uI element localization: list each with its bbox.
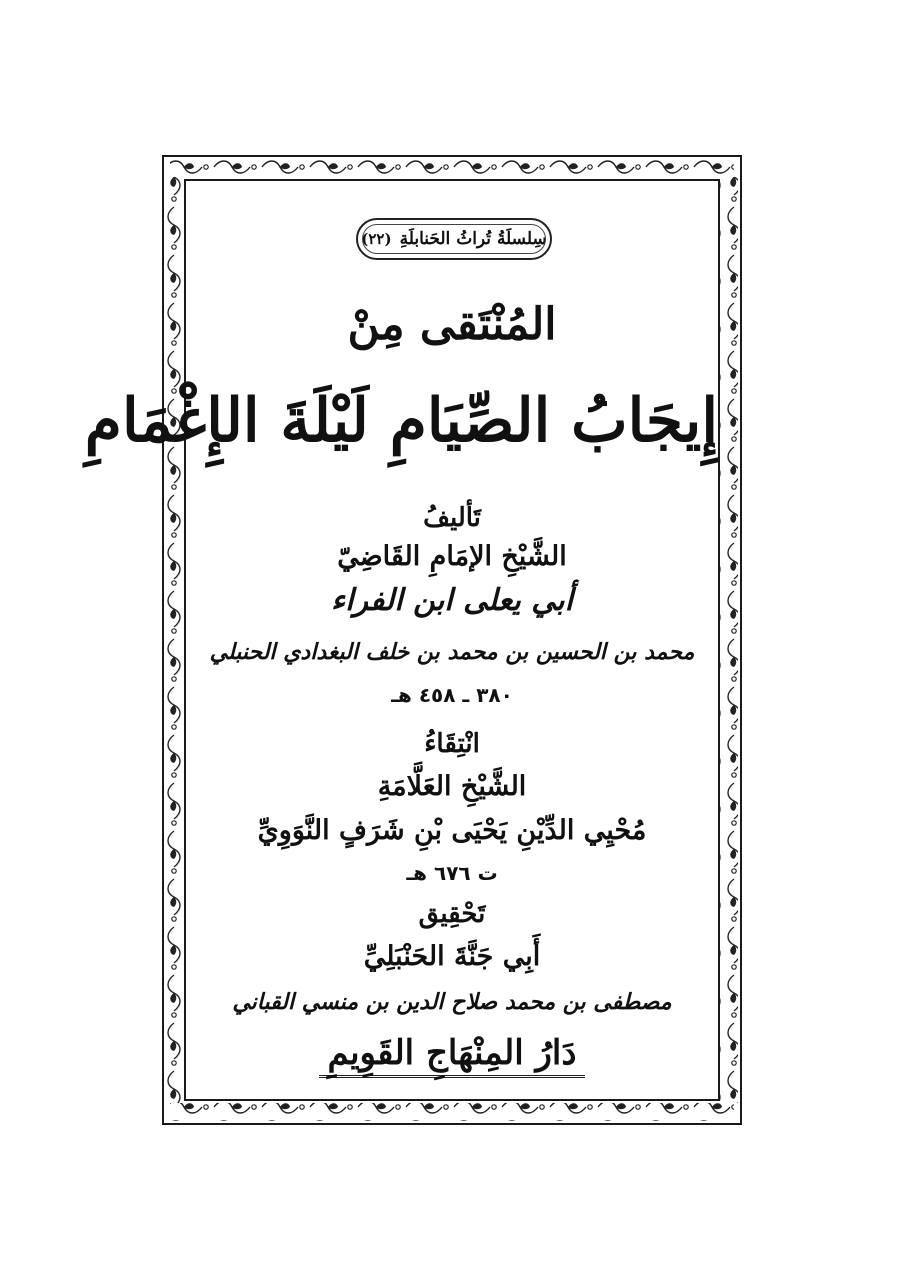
badge-inner-border: [362, 224, 546, 254]
series-number: (٢٢): [361, 230, 392, 248]
selection-name: مُحْيِي الدِّيْنِ يَحْيَى بْنِ شَرَفٍ النَّوَوِيِّ: [257, 815, 647, 846]
title-line-1: المُنْتَقى مِنْ: [347, 299, 557, 350]
title-page-content: [84, 181, 718, 1099]
inner-frame: [84, 179, 720, 1101]
editor-full-name: مصطفى بن محمد صلاح الدين بن منسي القباني: [232, 989, 672, 1015]
author-dates: ٣٨٠ ـ ٤٥٨ هـ: [391, 683, 513, 707]
author-kunya: أبي يعلى ابن الفراء: [331, 583, 573, 618]
publisher-name-block: [186, 1033, 718, 1078]
selection-death-date: ت ٦٧٦ هـ: [406, 861, 498, 885]
selection-heading: انْتِقَاءُ: [424, 729, 480, 759]
series-badge: [356, 218, 552, 260]
editor-kunya: أَبِي جَنَّةَ الحَنْبَلِيِّ: [363, 941, 541, 972]
publisher-name: دَارُ المِنْهَاجِ القَوِيمِ: [319, 1033, 584, 1078]
author-heading: تَأليفُ: [423, 503, 481, 533]
series-label: سِلسلَةُ تُراثُ الحَنابلَةِ: [399, 229, 547, 249]
author-full-name: محمد بن الحسين بن محمد بن خلف البغدادي الحنبلي: [209, 639, 695, 665]
editor-heading: تَحْقِيق: [418, 899, 486, 929]
selection-honorific: الشَّيْخِ العَلَّامَةِ: [377, 771, 527, 802]
title-line-2: إِيجَابُ الصِّيَامِ لَيْلَةَ الإِغْمَامِ: [84, 386, 718, 456]
author-honorific: الشَّيْخِ الإمَامِ القَاضِيّ: [337, 541, 567, 572]
